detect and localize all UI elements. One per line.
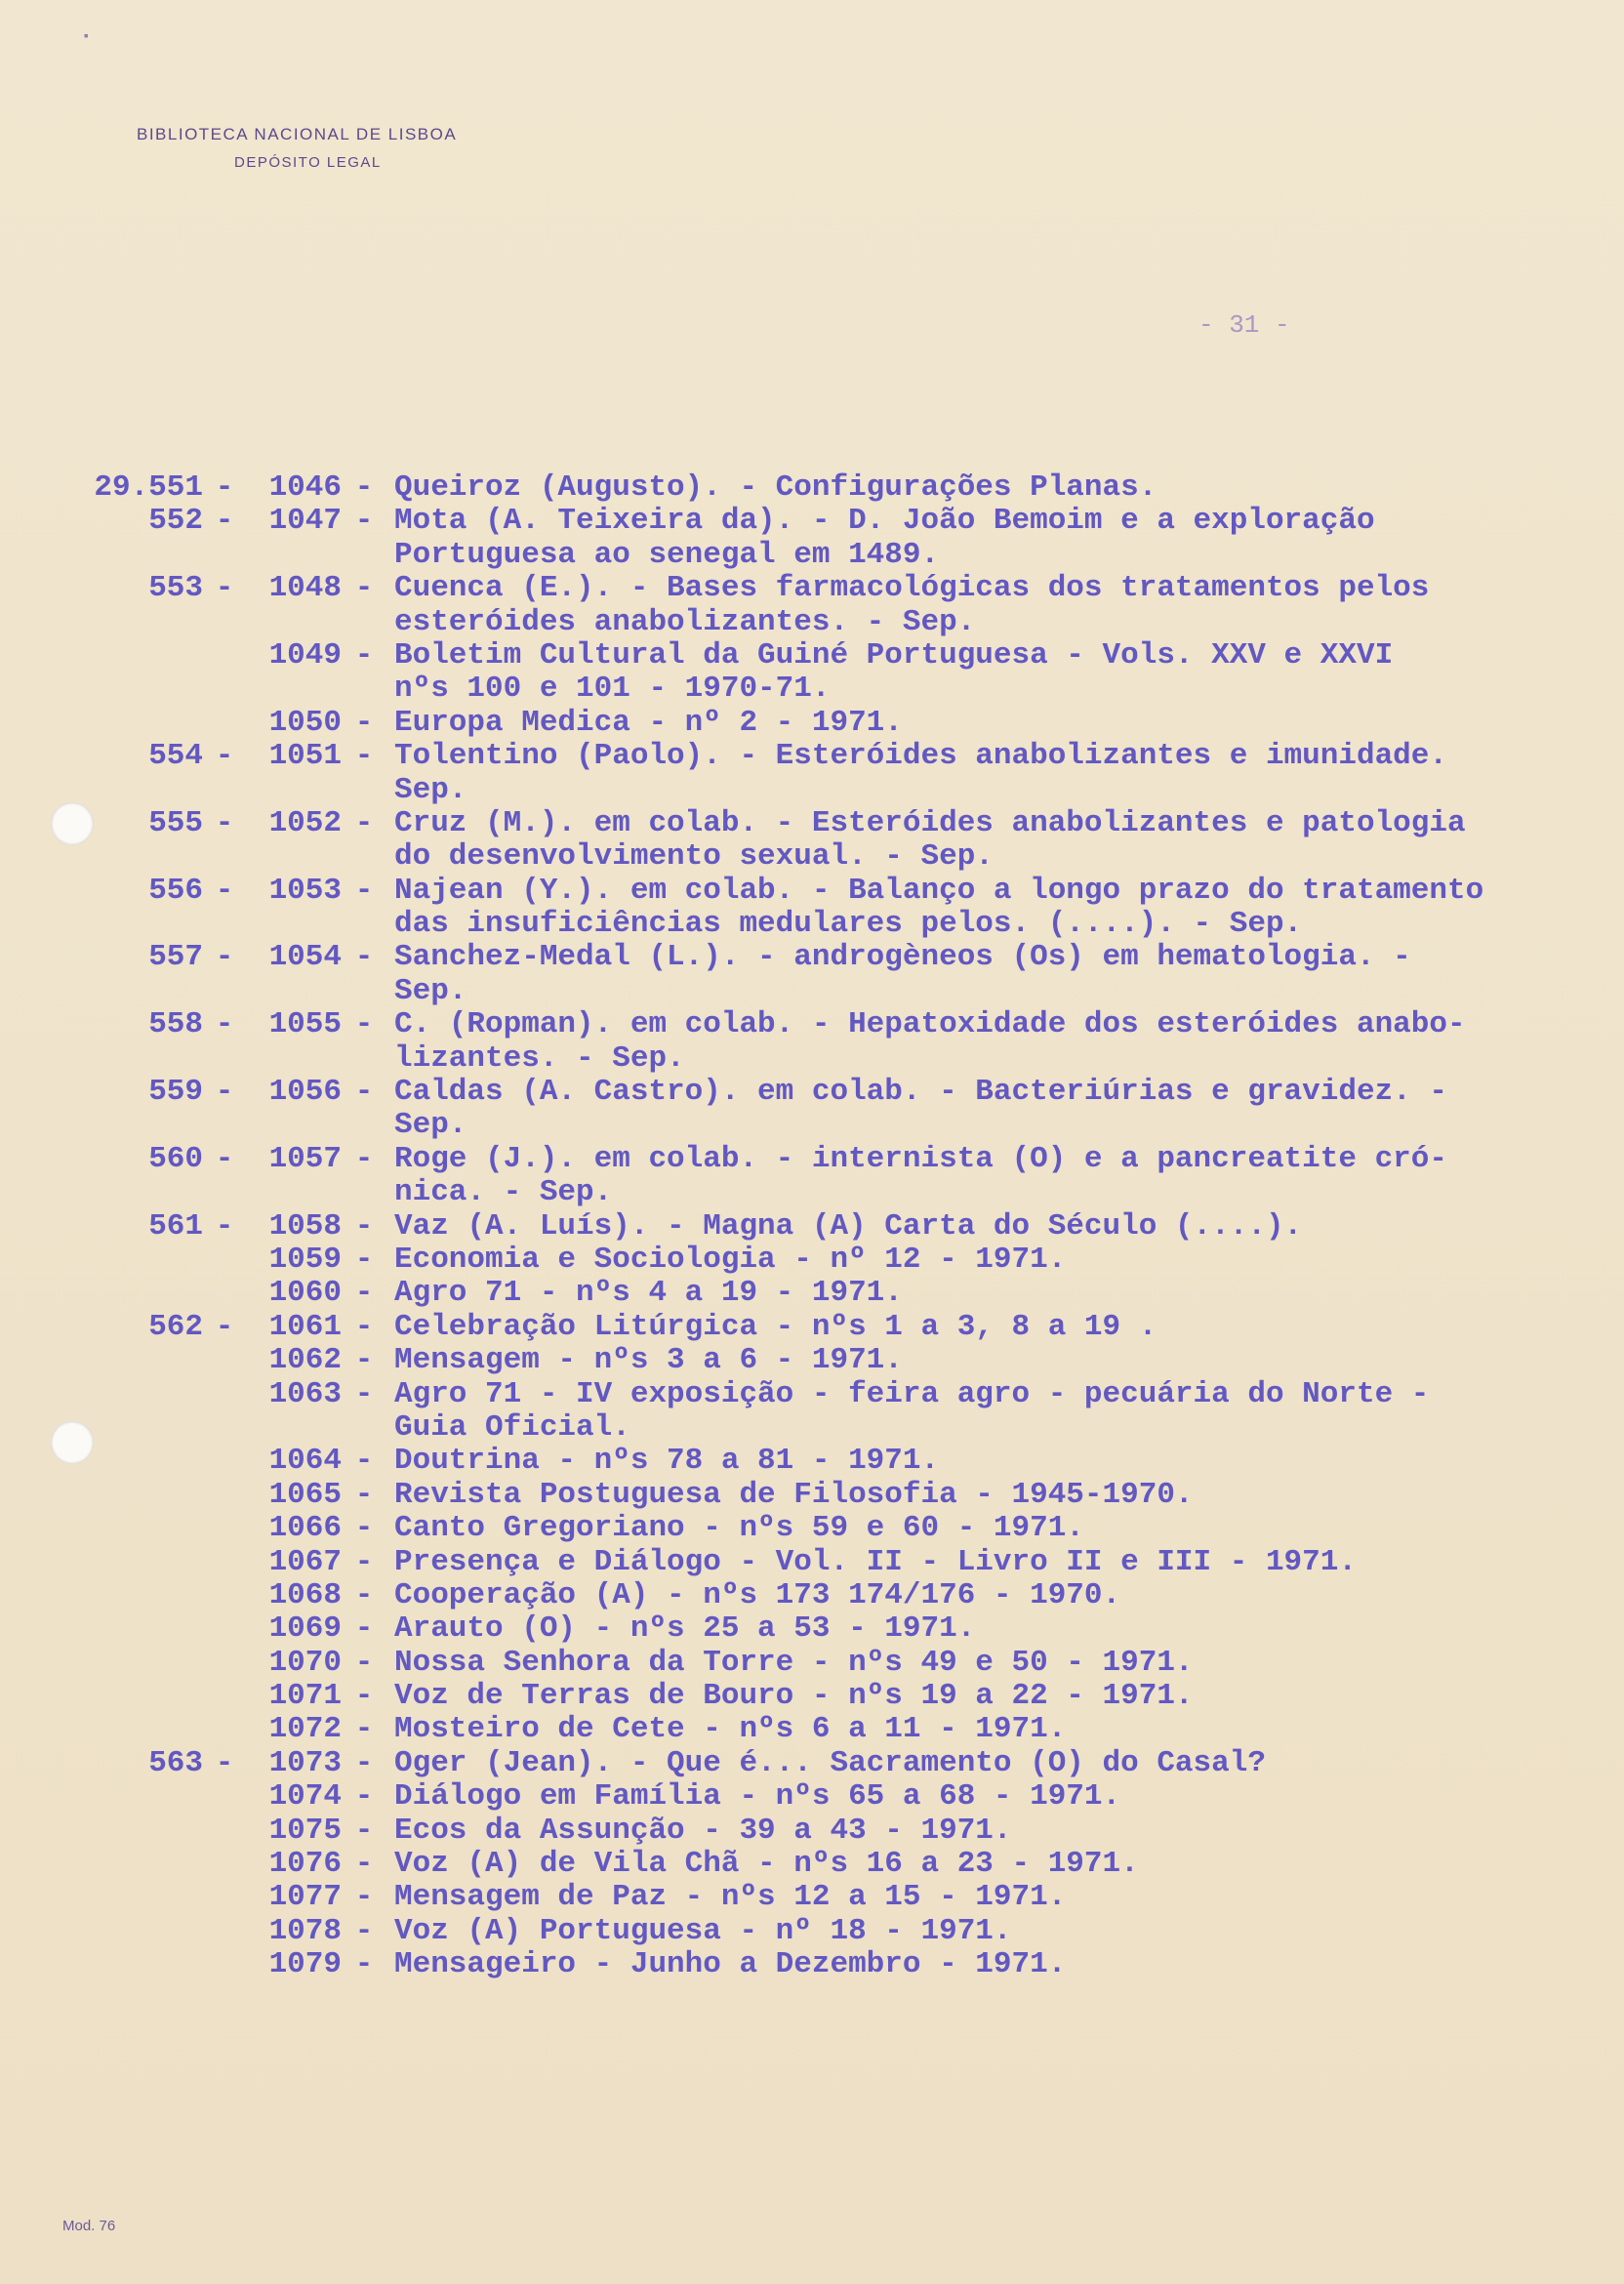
item-number: 1054 [268, 940, 342, 975]
dash-separator: - [215, 805, 234, 840]
entry-text: Economia e Sociologia - nº 12 - 1971. [394, 1242, 1067, 1277]
register-entry [0, 807, 1624, 875]
speck-mark: ▪ [82, 29, 91, 45]
register-entry [0, 1445, 1624, 1478]
item-number: 1047 [268, 504, 342, 539]
entry-line [0, 1176, 1624, 1209]
entry-text: Sep. [394, 772, 467, 807]
entry-text: Agro 71 - nºs 4 a 19 - 1971. [394, 1276, 903, 1311]
dash-separator: - [354, 705, 374, 740]
entry-text: Vaz (A. Luís). - Magna (A) Carta do Século (....). [394, 1208, 1303, 1244]
entry-text: Europa Medica - nº 2 - 1971. [394, 705, 903, 740]
item-number: 1050 [268, 705, 342, 740]
dash-separator: - [354, 1242, 374, 1277]
register-entry [0, 1915, 1624, 1948]
item-number: 1071 [268, 1679, 342, 1714]
item-number: 1072 [268, 1712, 342, 1747]
register-entry [0, 1008, 1624, 1076]
item-number: 1076 [268, 1847, 342, 1882]
register-entry [0, 1311, 1624, 1344]
entry-text: Sanchez-Medal (L.). - androgèneos (Os) em hematologia. - [394, 940, 1411, 975]
entry-text: Portuguesa ao senegal em 1489. [394, 537, 940, 572]
entry-text: Roge (J.). em colab. - internista (O) e a pancreatite cró- [394, 1141, 1447, 1176]
accession-number: 29.551 [94, 470, 203, 505]
register-entry [0, 1881, 1624, 1914]
register-entry [0, 1948, 1624, 1981]
entry-line [0, 1915, 1624, 1948]
item-number: 1051 [268, 739, 342, 774]
item-number: 1061 [268, 1309, 342, 1344]
entry-text: Guia Oficial. [394, 1409, 630, 1445]
entry-text: Revista Postuguesa de Filosofia - 1945-1970. [394, 1477, 1194, 1512]
item-number: 1062 [268, 1343, 342, 1378]
dash-separator: - [215, 1075, 234, 1110]
register-entry [0, 1647, 1624, 1680]
register-entry [0, 1512, 1624, 1545]
item-number: 1063 [268, 1376, 342, 1411]
accession-number: 561 [148, 1208, 203, 1244]
register-entry [0, 471, 1624, 505]
item-number: 1058 [268, 1208, 342, 1244]
entry-line [0, 505, 1624, 538]
register-entry [0, 740, 1624, 807]
entry-line [0, 1512, 1624, 1545]
entry-line [0, 1713, 1624, 1746]
dash-separator: - [215, 571, 234, 606]
entry-text: Doutrina - nºs 78 a 81 - 1971. [394, 1444, 940, 1479]
register-entry [0, 1277, 1624, 1310]
entry-line [0, 1210, 1624, 1244]
dash-separator: - [354, 1376, 374, 1411]
dash-separator: - [215, 1309, 234, 1344]
dash-separator: - [215, 1141, 234, 1176]
entry-line [0, 471, 1624, 505]
entry-line [0, 1881, 1624, 1914]
dash-separator: - [354, 873, 374, 908]
entry-line [0, 840, 1624, 874]
entry-line [0, 1579, 1624, 1612]
item-number: 1075 [268, 1813, 342, 1848]
accession-number: 559 [148, 1075, 203, 1110]
item-number: 1078 [268, 1913, 342, 1948]
entry-text: Sep. [394, 1108, 467, 1143]
dash-separator: - [354, 571, 374, 606]
entry-line [0, 639, 1624, 673]
entry-text: do desenvolvimento sexual. - Sep. [394, 839, 994, 875]
entry-line [0, 740, 1624, 773]
register-entry [0, 572, 1624, 639]
dash-separator: - [215, 873, 234, 908]
dash-separator: - [354, 470, 374, 505]
entry-line [0, 1244, 1624, 1277]
entry-line [0, 1546, 1624, 1579]
dash-separator: - [354, 1208, 374, 1244]
item-number: 1066 [268, 1511, 342, 1546]
register-entry [0, 1848, 1624, 1881]
dash-separator: - [215, 940, 234, 975]
entry-text: Cuenca (E.). - Bases farmacológicas dos tratamentos pelos [394, 571, 1430, 606]
dash-separator: - [354, 1847, 374, 1882]
accession-number: 552 [148, 504, 203, 539]
dash-separator: - [215, 739, 234, 774]
register-entry [0, 1780, 1624, 1814]
entry-text: nica. - Sep. [394, 1175, 613, 1210]
entry-line [0, 539, 1624, 572]
register-entry [0, 1244, 1624, 1277]
entry-line [0, 1780, 1624, 1814]
entry-text: Voz de Terras de Bouro - nºs 19 a 22 - 1971. [394, 1679, 1194, 1714]
entry-text: Celebração Litúrgica - nºs 1 a 3, 8 a 19 . [394, 1309, 1157, 1344]
dash-separator: - [215, 504, 234, 539]
dash-separator: - [354, 1779, 374, 1815]
entry-text: Mensagem de Paz - nºs 12 a 15 - 1971. [394, 1880, 1067, 1915]
letterhead [137, 125, 457, 171]
item-number: 1077 [268, 1880, 342, 1915]
entry-text: Canto Gregoriano - nºs 59 e 60 - 1971. [394, 1511, 1084, 1546]
item-number: 1049 [268, 637, 342, 673]
accession-number: 562 [148, 1309, 203, 1344]
dash-separator: - [215, 470, 234, 505]
entry-text: nºs 100 e 101 - 1970-71. [394, 672, 831, 707]
register-entry [0, 1546, 1624, 1579]
register-entry [0, 1713, 1624, 1746]
register-entry [0, 1747, 1624, 1780]
accession-number: 563 [148, 1745, 203, 1780]
entry-text: Caldas (A. Castro). em colab. - Bacteriúrias e gravidez. - [394, 1075, 1447, 1110]
dash-separator: - [354, 1745, 374, 1780]
entry-line [0, 1848, 1624, 1881]
entry-text: Cooperação (A) - nºs 173 174/176 - 1970. [394, 1577, 1121, 1612]
dash-separator: - [354, 1880, 374, 1915]
dash-separator: - [354, 1913, 374, 1948]
entry-line [0, 1411, 1624, 1445]
dash-separator: - [354, 1544, 374, 1579]
entry-line [0, 1948, 1624, 1981]
accession-number: 554 [148, 739, 203, 774]
entry-text: C. (Ropman). em colab. - Hepatoxidade dos esteróides anabo- [394, 1007, 1466, 1042]
register-entry [0, 1680, 1624, 1713]
entry-line [0, 1445, 1624, 1478]
dash-separator: - [354, 504, 374, 539]
dash-separator: - [354, 1511, 374, 1546]
item-number: 1046 [268, 470, 342, 505]
dash-separator: - [354, 1611, 374, 1647]
dash-separator: - [354, 1645, 374, 1680]
dash-separator: - [354, 1712, 374, 1747]
dash-separator: - [354, 805, 374, 840]
entry-line [0, 975, 1624, 1008]
entry-line [0, 673, 1624, 706]
accession-number: 556 [148, 873, 203, 908]
dash-separator: - [354, 1813, 374, 1848]
entry-line [0, 1109, 1624, 1142]
dash-separator: - [215, 1745, 234, 1780]
item-number: 1074 [268, 1779, 342, 1815]
entry-line [0, 707, 1624, 740]
register-entry [0, 639, 1624, 707]
dash-separator: - [354, 637, 374, 673]
register-entry [0, 1479, 1624, 1512]
entry-text: Arauto (O) - nºs 25 a 53 - 1971. [394, 1611, 976, 1647]
entry-text: Oger (Jean). - Que é... Sacramento (O) do Casal? [394, 1745, 1266, 1780]
entry-line [0, 1680, 1624, 1713]
entry-line [0, 941, 1624, 974]
entry-text: Ecos da Assunção - 39 a 43 - 1971. [394, 1813, 1012, 1848]
entry-line [0, 1076, 1624, 1109]
register-entry [0, 1579, 1624, 1612]
dash-separator: - [354, 1276, 374, 1311]
dash-separator: - [354, 1141, 374, 1176]
register-entry [0, 505, 1624, 572]
entry-line [0, 1143, 1624, 1176]
entry-line [0, 1815, 1624, 1848]
entry-line [0, 572, 1624, 605]
item-number: 1067 [268, 1544, 342, 1579]
dash-separator: - [215, 1208, 234, 1244]
dash-separator: - [354, 1075, 374, 1110]
entry-line [0, 1479, 1624, 1512]
item-number: 1059 [268, 1242, 342, 1277]
register-entry [0, 1344, 1624, 1377]
dash-separator: - [354, 1343, 374, 1378]
item-number: 1070 [268, 1645, 342, 1680]
entry-text: Voz (A) de Vila Chã - nºs 16 a 23 - 1971. [394, 1847, 1139, 1882]
register-entry [0, 941, 1624, 1008]
item-number: 1069 [268, 1611, 342, 1647]
register-entry [0, 1815, 1624, 1848]
page-number: - 31 - [1198, 310, 1290, 340]
entry-line [0, 1747, 1624, 1780]
entry-text: Mensageiro - Junho a Dezembro - 1971. [394, 1947, 1067, 1982]
entry-text: Presença e Diálogo - Vol. II - Livro II e III - 1971. [394, 1544, 1357, 1579]
entry-text: esteróides anabolizantes. - Sep. [394, 604, 976, 639]
accession-number: 553 [148, 571, 203, 606]
accession-number: 557 [148, 940, 203, 975]
entry-text: Diálogo em Família - nºs 65 a 68 - 1971. [394, 1779, 1121, 1815]
entry-text: Voz (A) Portuguesa - nº 18 - 1971. [394, 1913, 1012, 1948]
dash-separator: - [354, 1577, 374, 1612]
entry-line [0, 1042, 1624, 1076]
dash-separator: - [354, 1679, 374, 1714]
entry-text: lizantes. - Sep. [394, 1040, 685, 1076]
item-number: 1064 [268, 1444, 342, 1479]
accession-number: 560 [148, 1141, 203, 1176]
item-number: 1057 [268, 1141, 342, 1176]
entry-line [0, 1277, 1624, 1310]
item-number: 1056 [268, 1075, 342, 1110]
entry-line [0, 1378, 1624, 1411]
entry-text: Queiroz (Augusto). - Configurações Planas. [394, 470, 1157, 505]
entry-text: Najean (Y.). em colab. - Balanço a longo prazo do tratamento [394, 873, 1484, 908]
entry-line [0, 1344, 1624, 1377]
accession-number: 558 [148, 1007, 203, 1042]
department-name: DEPÓSITO LEGAL [234, 154, 382, 171]
entry-line [0, 606, 1624, 639]
entry-text: Nossa Senhora da Torre - nºs 49 e 50 - 1971. [394, 1645, 1194, 1680]
dash-separator: - [354, 1947, 374, 1982]
entry-line [0, 1008, 1624, 1041]
register-entry [0, 707, 1624, 740]
register-entry [0, 1143, 1624, 1210]
item-number: 1065 [268, 1477, 342, 1512]
register-entry [0, 1612, 1624, 1646]
form-number: Mod. 76 [62, 2218, 116, 2234]
item-number: 1060 [268, 1276, 342, 1311]
register-entry [0, 1076, 1624, 1143]
entry-line [0, 1311, 1624, 1344]
dash-separator: - [215, 1007, 234, 1042]
item-number: 1068 [268, 1577, 342, 1612]
entry-text: Tolentino (Paolo). - Esteróides anabolizantes e imunidade. [394, 739, 1447, 774]
dash-separator: - [354, 1309, 374, 1344]
item-number: 1073 [268, 1745, 342, 1780]
entry-text: Cruz (M.). em colab. - Esteróides anabolizantes e patologia [394, 805, 1466, 840]
entry-text: Sep. [394, 973, 467, 1008]
entry-text: Boletim Cultural da Guiné Portuguesa - Vols. XXV e XXVI [394, 637, 1394, 673]
entry-line [0, 774, 1624, 807]
register-entry [0, 875, 1624, 942]
item-number: 1055 [268, 1007, 342, 1042]
deposit-register-list [0, 471, 1624, 1982]
entry-line [0, 1647, 1624, 1680]
register-entry [0, 1378, 1624, 1446]
item-number: 1052 [268, 805, 342, 840]
entry-text: Mosteiro de Cete - nºs 6 a 11 - 1971. [394, 1712, 1067, 1747]
entry-text: Agro 71 - IV exposição - feira agro - pecuária do Norte - [394, 1376, 1430, 1411]
entry-text: Mensagem - nºs 3 a 6 - 1971. [394, 1343, 903, 1378]
dash-separator: - [354, 1444, 374, 1479]
entry-text: das insuficiências medulares pelos. (....). - Sep. [394, 907, 1303, 942]
entry-line [0, 908, 1624, 941]
dash-separator: - [354, 1007, 374, 1042]
entry-line [0, 1612, 1624, 1646]
item-number: 1079 [268, 1947, 342, 1982]
entry-text: Mota (A. Teixeira da). - D. João Bemoim e a exploração [394, 504, 1375, 539]
entry-line [0, 875, 1624, 908]
dash-separator: - [354, 739, 374, 774]
dash-separator: - [354, 940, 374, 975]
item-number: 1053 [268, 873, 342, 908]
institution-name: BIBLIOTECA NACIONAL DE LISBOA [137, 125, 458, 143]
entry-line [0, 807, 1624, 840]
accession-number: 555 [148, 805, 203, 840]
register-entry [0, 1210, 1624, 1244]
item-number: 1048 [268, 571, 342, 606]
dash-separator: - [354, 1477, 374, 1512]
